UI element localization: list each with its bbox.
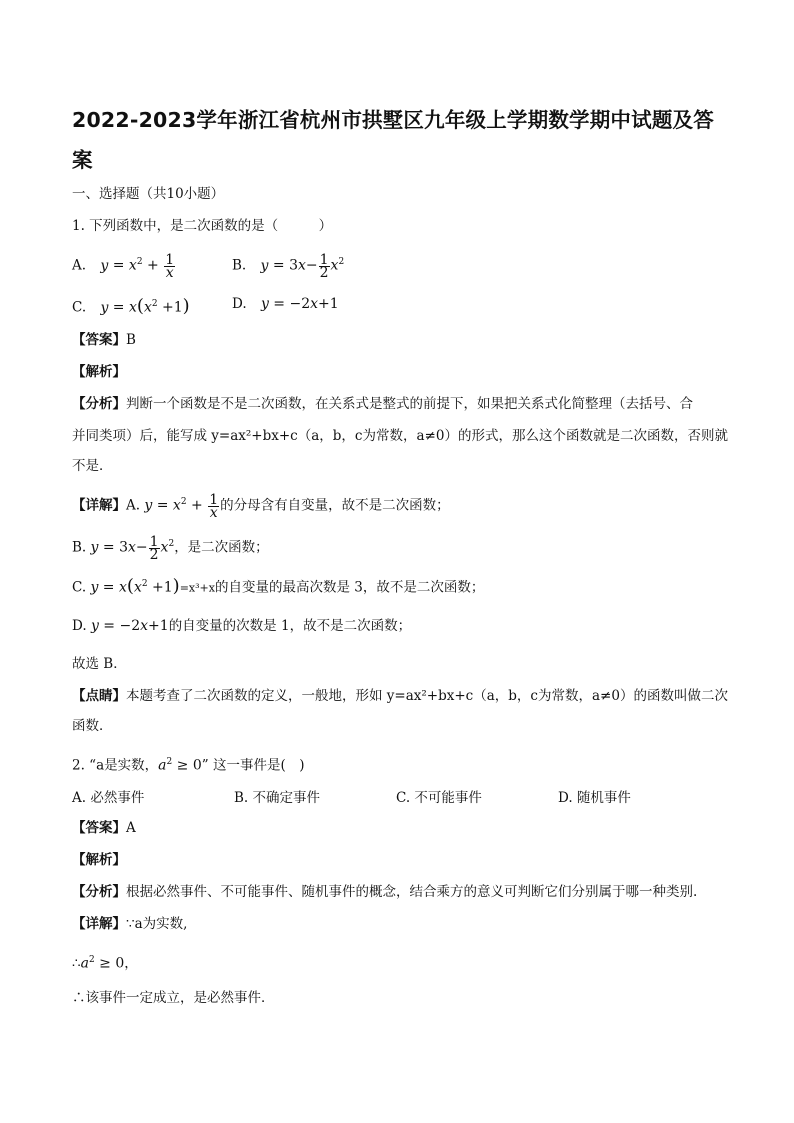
q2-analysis-heading: 【解析】 [72,852,126,868]
section-heading: 一、选择题（共10小题） [72,186,225,202]
q1-fenxi-line-1: 【分析】判断一个函数是不是二次函数，在关系式是整式的前提下，如果把关系式化简整理（去括号、合 [72,396,693,412]
q1-xiangjie-a: 【详解】A. $y = x^2$ + $\frac{1}{x}$ 的分母含有自变量，故不是二次函数； [72,491,450,521]
q1-xiangjie-d: D. y = −2x+1的自变量的次数是 1，故不是二次函数； [72,618,412,634]
q2-option-b: B. 不确定事件 [234,790,321,806]
q2-conclusion: ∴该事件一定成立，是必然事件． [72,990,275,1006]
document-title: 2022-2023学年浙江省杭州市拱墅区九年级上学期数学期中试题及答案 [72,108,714,172]
q2-option-d: D. 随机事件 [558,790,631,806]
q2-fenxi: 【分析】根据必然事件、不可能事件、随机事件的概念，结合乘方的意义可判断它们分别属于哪一种类别. [72,884,698,900]
fraction: $\frac{1}{2}$ [319,251,329,281]
question-1-stem: 1. 下列函数中，是二次函数的是（ ） [72,218,333,234]
q1-option-c: C. $y = x(x^2 +1)$ [72,295,190,317]
q1-fenxi-line-3: 不是． [72,458,113,474]
fraction: $\frac{1}{x}$ [165,251,175,281]
q1-fenxi-line-2: 并同类项）后，能写成 y=ax²+bx+c（a，b，c为常数，a≠0）的形式，那么这个函数就是二次函数，否则就 [72,428,728,444]
q1-dianjing-line-2: 函数． [72,718,113,734]
question-2-stem: 2. “a是实数，$a^2 \ge 0$” 这一事件是( ) [72,757,305,774]
q2-option-a: A. 必然事件 [72,790,145,806]
q1-xiangjie-c: C. $y = x(x^2 +1)=x^3+x$的自变量的最高次数是 3，故不是二次函数； [72,575,485,597]
q1-option-a: A. $y = x^2$ + $\frac{1}{x}$ [72,251,175,281]
q1-choose: 故选 B． [72,656,127,672]
q1-option-b: B. y = 3x− $\frac{1}{2}$ $x^2$ [232,251,345,281]
q1-answer: 【答案】B [72,332,136,348]
q2-answer: 【答案】A [72,820,136,836]
q2-xiangjie: 【详解】∵a为实数, [72,916,188,932]
q2-option-c: C. 不可能事件 [396,790,482,806]
q1-option-d: D. y = −2x+1 [232,296,339,312]
q1-xiangjie-b: B. y = 3x− $\frac{1}{2}$ $x^2$，是二次函数； [72,533,269,563]
q1-analysis-heading: 【解析】 [72,364,126,380]
q1-dianjing-line-1: 【点睛】本题考查了二次函数的定义，一般地，形如 y=ax²+bx+c（a，b，c为常数，a≠0）的函数叫做二次 [72,688,728,704]
q2-therefore: $\therefore a^2 \ge 0$， [72,955,138,972]
